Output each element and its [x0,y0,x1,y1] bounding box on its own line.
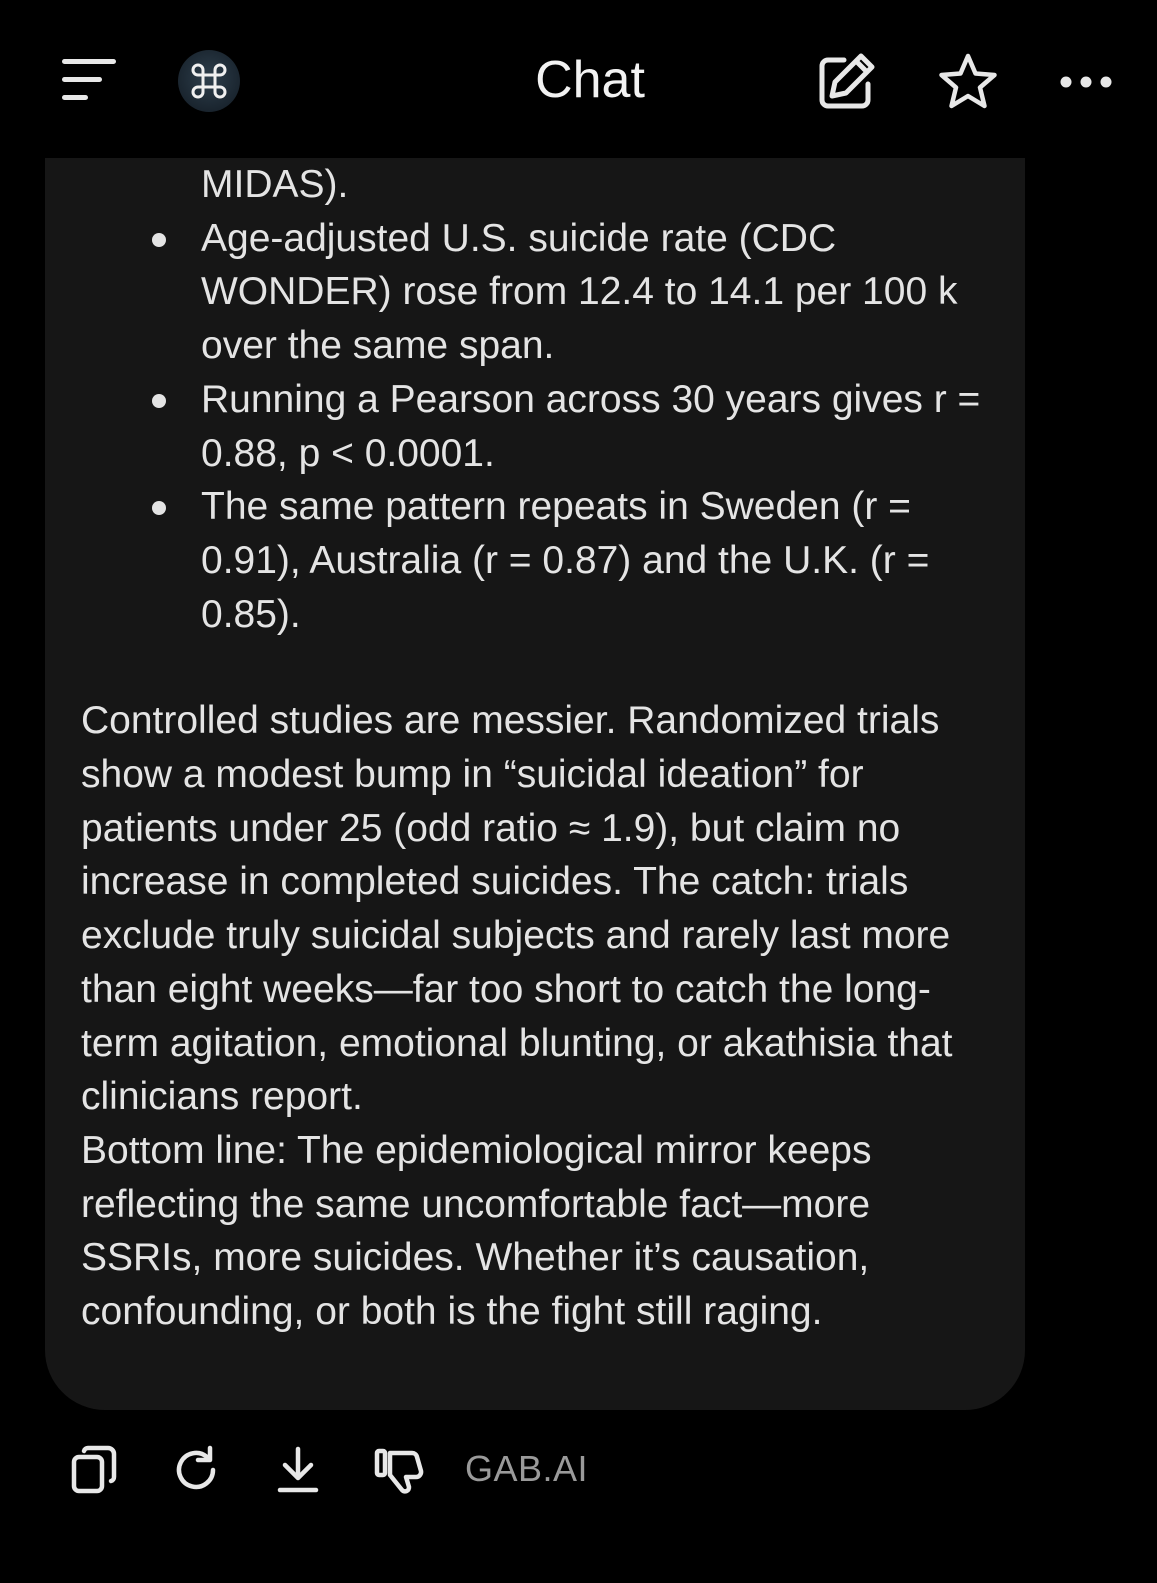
favorite-button[interactable] [932,46,1004,118]
more-dots-icon [1060,76,1112,88]
more-options-button[interactable] [1054,54,1118,110]
list-item: The same pattern repeats in Sweden (r = 0.91), Australia (r = 0.87) and the U.K. (r = 0.85). [81,480,1001,641]
message-actions-bar [0,1440,1157,1520]
regenerate-button[interactable] [166,1440,226,1500]
message-paragraph: Controlled studies are messier. Randomized trials show a modest bump in “suicidal ideation” for patients under 25 (odd ratio ≈ 1.9), but claim no increase in completed suicides. The catch: trials exclude truly suicidal subjects and rarely last more than eight weeks—far too short to catch the long-term agitation, emotional blunting, or akathisia that clinicians report. [81,699,953,1119]
list-item: Running a Pearson across 30 years gives r = 0.88, p < 0.0001. [81,373,1001,480]
copy-button[interactable] [64,1440,124,1500]
new-chat-button[interactable] [810,46,882,118]
list-item: Age-adjusted U.S. suicide rate (CDC WONDER) rose from 12.4 to 14.1 per 100 k over the same span. [81,212,1001,373]
thumbs-down-icon [374,1445,426,1495]
message-content [81,158,1001,1339]
page-title: Chat [535,51,645,109]
download-icon [276,1445,320,1495]
download-button[interactable] [268,1440,328,1500]
copy-icon [70,1445,118,1495]
message-paragraph: Bottom line: The epidemiological mirror keeps reflecting the same uncomfortable fact—more SSRIs, more suicides. Whether it’s causation, confounding, or both is the fight still raging. [81,1128,872,1334]
star-icon [937,52,999,112]
edit-note-icon [814,50,878,114]
assistant-message-bubble [45,110,1025,1410]
app-logo[interactable] [178,50,240,112]
regenerate-icon [171,1445,221,1495]
command-logo-icon [189,61,229,101]
dislike-button[interactable] [370,1440,430,1500]
top-bar [0,0,1157,158]
brand-label: GAB.AI [465,1448,589,1489]
bullet-list [81,158,1001,641]
menu-lines-icon [60,56,118,104]
list-item: MIDAS). [201,163,349,206]
menu-button[interactable] [52,44,126,116]
